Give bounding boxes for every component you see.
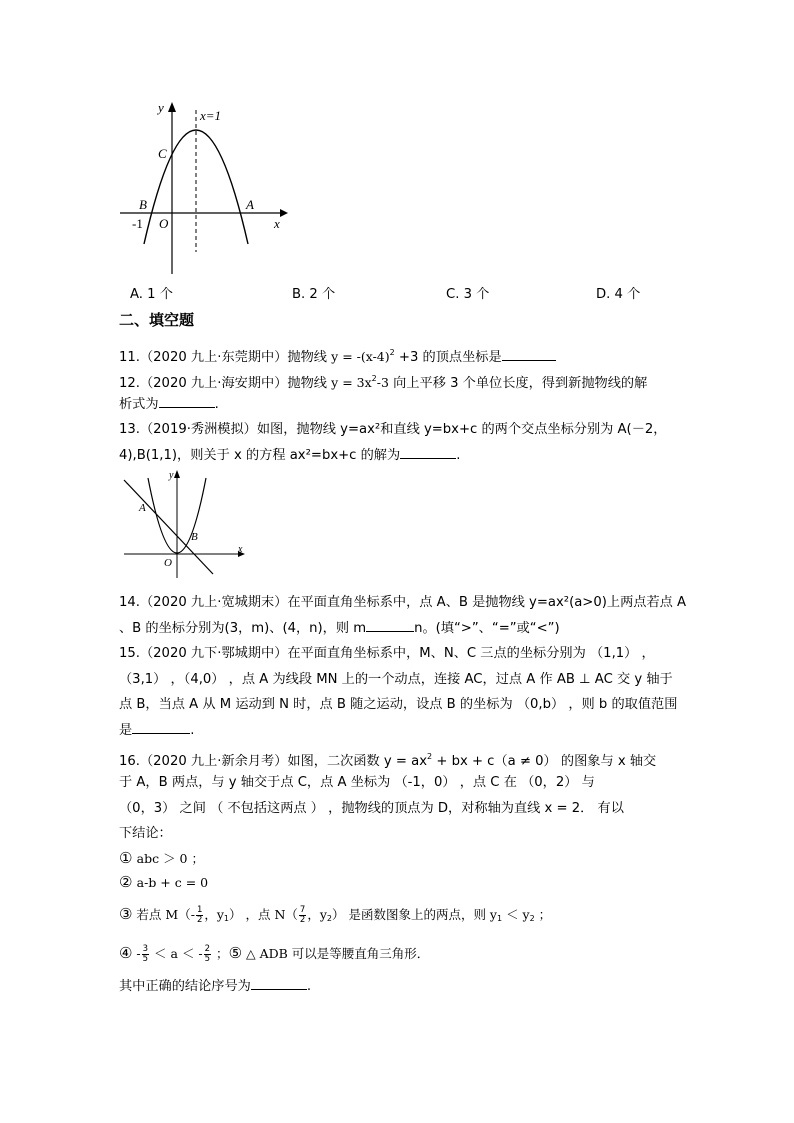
option-d: D. 4 个: [596, 287, 641, 302]
section-title: 二、填空题: [119, 311, 195, 329]
answer-blank[interactable]: [251, 977, 307, 990]
question-16-line-2: 于 A，B 两点，与 y 轴交于点 C，点 A 坐标为 （-1，0） ，点 C 在 （0，2） 与: [119, 775, 595, 790]
answer-blank[interactable]: [159, 395, 215, 408]
question-15: 15.（2020 九下·鄂城期中）在平面直角坐标系中，M、N、C 三点的坐标分别为 （1,1） ，: [119, 646, 655, 661]
answer-blank[interactable]: [502, 348, 556, 361]
q16-text-2: + bx + c（a ≠ 0） 的图象与 x 轴交: [432, 754, 657, 769]
q12-text: 12.（2020 九上·海安期中）抛物线: [119, 376, 332, 391]
q11-text: 11.（2020 九上·东莞期中）抛物线: [119, 350, 332, 365]
question-13-line-2: [119, 446, 460, 465]
conclusion-2-number: ②: [119, 873, 133, 891]
q16-text: 16.（2020 九上·新余月考）如图，二次函数 y = ax: [119, 754, 428, 769]
q11-exponent: 2: [389, 348, 395, 357]
q11-text-2: +3 的顶点坐标是: [394, 350, 502, 365]
option-b: B. 2 个: [292, 287, 336, 302]
origin-label: O: [159, 216, 169, 231]
fig2-point-b: B: [191, 531, 198, 543]
conclusion-1-text: abc ＞ 0 ；: [136, 851, 204, 866]
question-13: 13.（2019·秀洲模拟）如图，抛物线 y=ax²和直线 y=bx+c 的两个交点坐标分别为 A(－2，: [119, 422, 667, 437]
q12-exponent: 2: [371, 374, 377, 383]
y-axis-label: y: [158, 100, 164, 115]
question-15-line-3: 点 B，当点 A 从 M 运动到 N 时，点 B 随之运动，设点 B 的坐标为 （0,b） ，则 b 的取值范围: [119, 697, 678, 712]
point-b-label: B: [139, 197, 147, 212]
conclusion-3-text: 若点 M（-: [132, 907, 195, 922]
minus-one-label: -1: [132, 216, 143, 231]
q11-equation: y = -(x-4): [331, 349, 390, 364]
question-15-line-2: （3,1） ，（4,0） ，点 A 为线段 MN 上的一个动点，连接 AC，过点 A 作 AB ⊥ AC 交 y 轴于: [119, 672, 673, 687]
fig2-point-a: A: [139, 502, 146, 514]
q15-text: 是: [119, 723, 133, 738]
answer-blank[interactable]: [132, 721, 190, 734]
question-16-final: [119, 977, 311, 996]
question-14-line-2: [119, 619, 560, 638]
q14-text-2: n。(填“>”、“=”或“<”): [414, 621, 560, 636]
question-12-line-2: [119, 395, 219, 414]
answer-blank[interactable]: [400, 446, 456, 459]
fraction: $\frac{7}{2}$: [299, 904, 306, 925]
fig2-origin: O: [164, 557, 172, 569]
q14-text: 、B 的坐标分别为(3，m)、(4，n)，则 m: [119, 621, 367, 636]
q16-period: .: [306, 979, 312, 994]
option-a: A. 1 个: [130, 287, 173, 302]
q13-period: .: [456, 448, 461, 463]
fig2-y-label: y: [169, 470, 174, 481]
fraction: $\frac{2}{5}$: [204, 943, 211, 964]
q12-text-2: 向上平移 3 个单位长度，得到新抛物线的解: [388, 376, 648, 391]
question-14: 14.（2020 九上·宽城期末）在平面直角坐标系中，点 A、B 是抛物线 y=ax²(a>0)上两点若点 A: [119, 595, 687, 610]
question-15-line-4: [119, 721, 194, 740]
parabola-figure: [110, 96, 300, 276]
question-16-line-4: 下结论：: [119, 826, 172, 841]
q15-period: .: [190, 723, 195, 738]
q12-equation-2: -3: [376, 375, 389, 390]
q12-equation: y = 3x: [331, 375, 372, 390]
question-16-line-3: （0，3） 之间 （ 不包括这两点 ） ，抛物线的顶点为 D，对称轴为直线 x = 2． 有以: [119, 801, 624, 816]
fig2-x-label: x: [238, 544, 243, 555]
question-16: [119, 748, 656, 771]
parabola-line-figure: [118, 468, 253, 580]
point-a-label: A: [246, 197, 254, 212]
x-axis-label: x: [274, 216, 280, 231]
conclusion-4-number: ④: [119, 944, 133, 962]
q16-exponent: 2: [427, 752, 433, 761]
q13-text: 4),B(1,1)，则关于 x 的方程 ax²=bx+c 的解为: [119, 448, 401, 463]
answer-blank[interactable]: [366, 619, 414, 632]
conclusion-2-text: a-b + c = 0: [136, 875, 209, 890]
question-11: [119, 344, 556, 367]
conclusion-5-number: ⑤: [228, 944, 243, 962]
q12-text-3: 析式为: [119, 397, 159, 412]
conclusion-2: [119, 873, 208, 893]
q16-final-text: 其中正确的结论序号为: [119, 979, 251, 994]
fraction: $\frac{1}{2}$: [196, 904, 203, 925]
q12-period: .: [214, 397, 219, 412]
symmetry-axis-label: x=1: [200, 108, 222, 123]
conclusion-1: [119, 849, 204, 869]
conclusion-1-number: ①: [119, 849, 133, 867]
fraction: $\frac{3}{5}$: [142, 943, 149, 964]
conclusion-3-number: ③: [119, 905, 133, 923]
point-c-label: C: [158, 146, 167, 161]
question-12: [119, 370, 647, 393]
option-c: C. 3 个: [446, 287, 490, 302]
conclusion-4-5: ④ - $\frac{3}{5}$ ＜ a ＜ - $\frac{2}{5}$ ；⑤ △ ADB 可以是等腰直角三角形．: [119, 943, 430, 964]
conclusion-3: ③ 若点 M（- $\frac{1}{2}$ ，$y_1$） ，点 N（ $\frac{7}{2}$ ，$y_2$） 是函数图象上的两点，则 $y_1 < y_2$ ；: [119, 904, 552, 925]
